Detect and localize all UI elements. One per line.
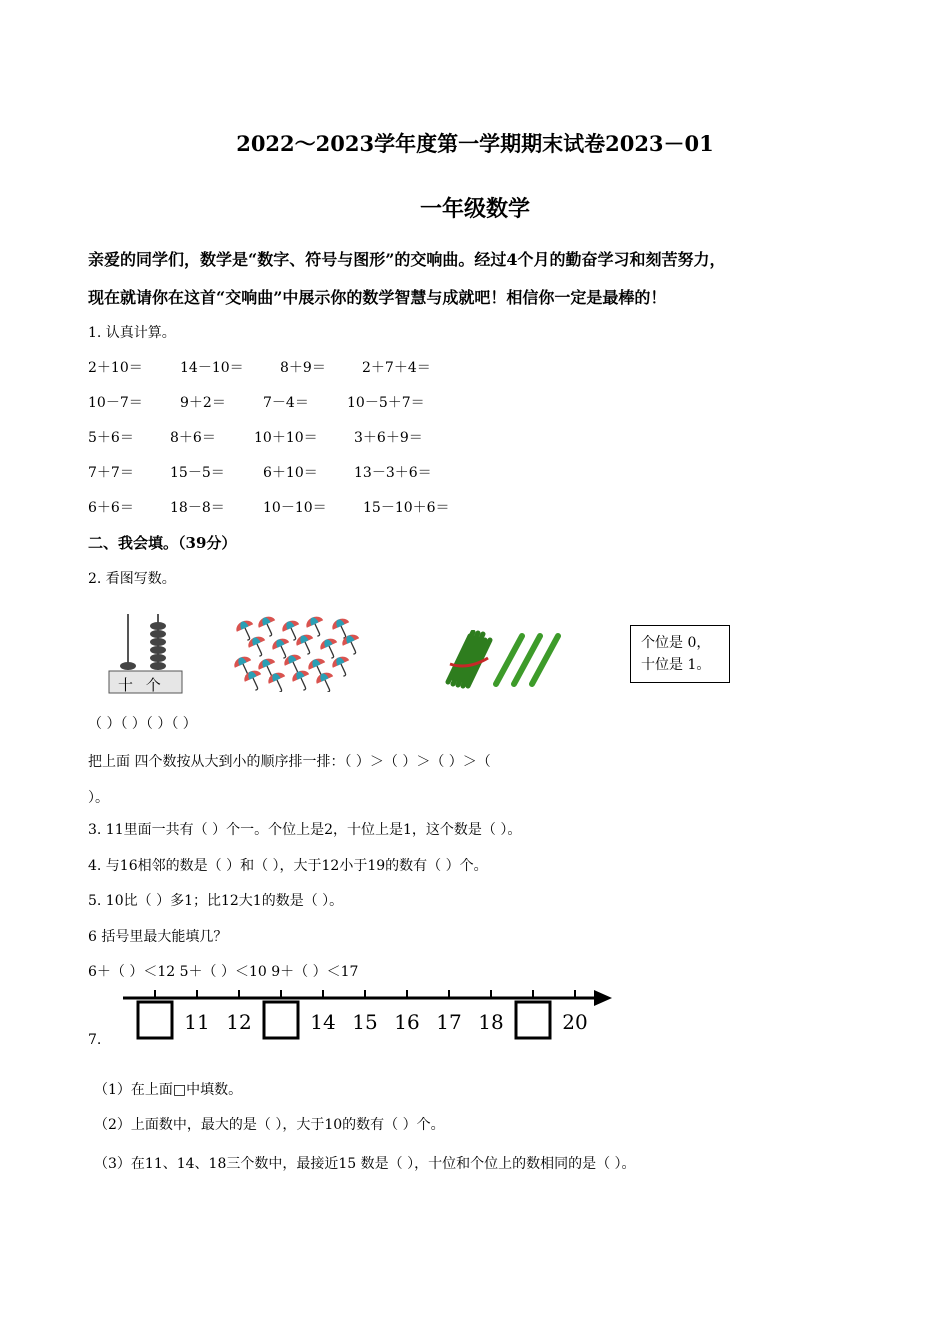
q2-heading: 2. 看图写数。 (88, 571, 176, 587)
umbrella-icon (340, 632, 363, 657)
q1-problem[interactable]: 6＋6＝ (88, 500, 134, 516)
q1-heading: 1. 认真计算。 (88, 325, 176, 341)
number-line-label: 15 (352, 1010, 378, 1034)
exam-subtitle: 一年级数学 (419, 196, 530, 222)
abacus-label: 十 个 (118, 676, 165, 694)
single-sticks-icon (496, 636, 558, 684)
umbrella-icon (266, 670, 290, 692)
q7-label: 7. (88, 1032, 102, 1048)
abacus-bead-tens (120, 662, 136, 670)
q1-problem[interactable]: 2＋7＋4＝ (362, 360, 431, 376)
umbrella-icon (294, 632, 318, 657)
umbrella-icon (314, 670, 338, 692)
q7-sub-2[interactable]: （2）上面数中，最大的是（ ），大于10的数有（ ）个。 (94, 1117, 445, 1133)
q6-heading: 6 括号里最大能填几？ (88, 929, 228, 945)
q6-inequalities[interactable]: 6＋（ ）＜12 5＋（ ）＜10 9＋（ ）＜17 (88, 964, 359, 980)
q1-problem[interactable]: 8＋9＝ (280, 360, 326, 376)
sticks-figure (440, 630, 565, 692)
note-line-1: 个位是 0， (641, 635, 711, 651)
intro-line-1: 亲爱的同学们，数学是“数字、符号与图形”的交响曲。经过4个月的勤奋学习和刻苦努力， (88, 250, 726, 269)
number-line-label: 12 (226, 1010, 252, 1034)
q1-problem[interactable]: 10－7＝ (88, 395, 143, 411)
umbrella-icon (318, 636, 342, 661)
q7-sub-3[interactable]: （3）在11、14、18三个数中，最接近15 数是（ ），十位和个位上的数相同的是（ ）。 (94, 1156, 636, 1172)
umbrella-icon (256, 614, 280, 639)
q1-problem[interactable]: 13－3＋6＝ (354, 465, 432, 481)
q1-problem[interactable]: 3＋6＋9＝ (354, 430, 423, 446)
q1-problem[interactable]: 8＋6＝ (170, 430, 216, 446)
q1-problem[interactable]: 15－5＝ (170, 465, 225, 481)
number-line-label: 17 (436, 1010, 462, 1034)
number-line-label: 16 (394, 1010, 420, 1034)
q1-problem[interactable]: 5＋6＝ (88, 430, 134, 446)
q1-problem[interactable]: 10－10＝ (263, 500, 327, 516)
q3-text[interactable]: 3. 11里面一共有（ ）个一。个位上是2，十位上是1，这个数是（ ）。 (88, 822, 522, 838)
intro-line-2: 现在就请你在这首“交响曲”中展示你的数学智慧与成就吧！相信你一定是最棒的！ (88, 288, 667, 307)
place-value-note (630, 625, 730, 683)
q7-sub-1: （1）在上面□中填数。 (94, 1082, 243, 1098)
number-line-answer-box[interactable] (516, 1002, 550, 1038)
number-line (118, 985, 618, 1045)
note-line-2: 十位是 1。 (641, 657, 711, 673)
number-line-label: 11 (184, 1010, 210, 1034)
q4-text[interactable]: 4. 与16相邻的数是（ ）和（ ），大于12小于19的数有（ ）个。 (88, 858, 488, 874)
umbrellas-figure (233, 612, 363, 692)
q1-problem[interactable]: 10＋10＝ (254, 430, 318, 446)
number-line-arrow (594, 990, 612, 1006)
q1-problem[interactable]: 6＋10＝ (263, 465, 318, 481)
umbrella-icon (290, 668, 314, 692)
q1-problem[interactable]: 10－5＋7＝ (347, 395, 425, 411)
q1-problem[interactable]: 7－4＝ (263, 395, 309, 411)
umbrella-icon (242, 668, 266, 692)
q1-problem[interactable]: 18－8＝ (170, 500, 225, 516)
abacus-beads-ones (150, 622, 166, 670)
q5-text[interactable]: 5. 10比（ ）多1；比12大1的数是（ ）。 (88, 893, 344, 909)
q2-order-line[interactable]: 把上面 四个数按从大到小的顺序排一排：（ ）＞（ ）＞（ ）＞（ (88, 754, 491, 770)
q1-problem[interactable]: 15－10＋6＝ (363, 500, 450, 516)
q1-problem[interactable]: 14－10＝ (180, 360, 244, 376)
q2-answer-blanks[interactable]: （ ）（ ）（ ）（ ） (88, 716, 197, 732)
number-line-answer-box[interactable] (264, 1002, 298, 1038)
section-2-heading: 二、我会填。（39分） (88, 534, 237, 552)
q1-problem[interactable]: 9＋2＝ (180, 395, 226, 411)
q1-problem[interactable]: 2＋10＝ (88, 360, 143, 376)
q1-problem[interactable]: 7＋7＝ (88, 465, 134, 481)
number-line-label: 14 (310, 1010, 336, 1034)
q2-order-end: ）。 (88, 790, 109, 806)
exam-title: 2022～2023学年度第一学期期末试卷2023－01 (236, 131, 714, 156)
number-line-label: 18 (478, 1010, 504, 1034)
number-line-label: 20 (562, 1010, 588, 1034)
number-line-answer-box[interactable] (138, 1002, 172, 1038)
